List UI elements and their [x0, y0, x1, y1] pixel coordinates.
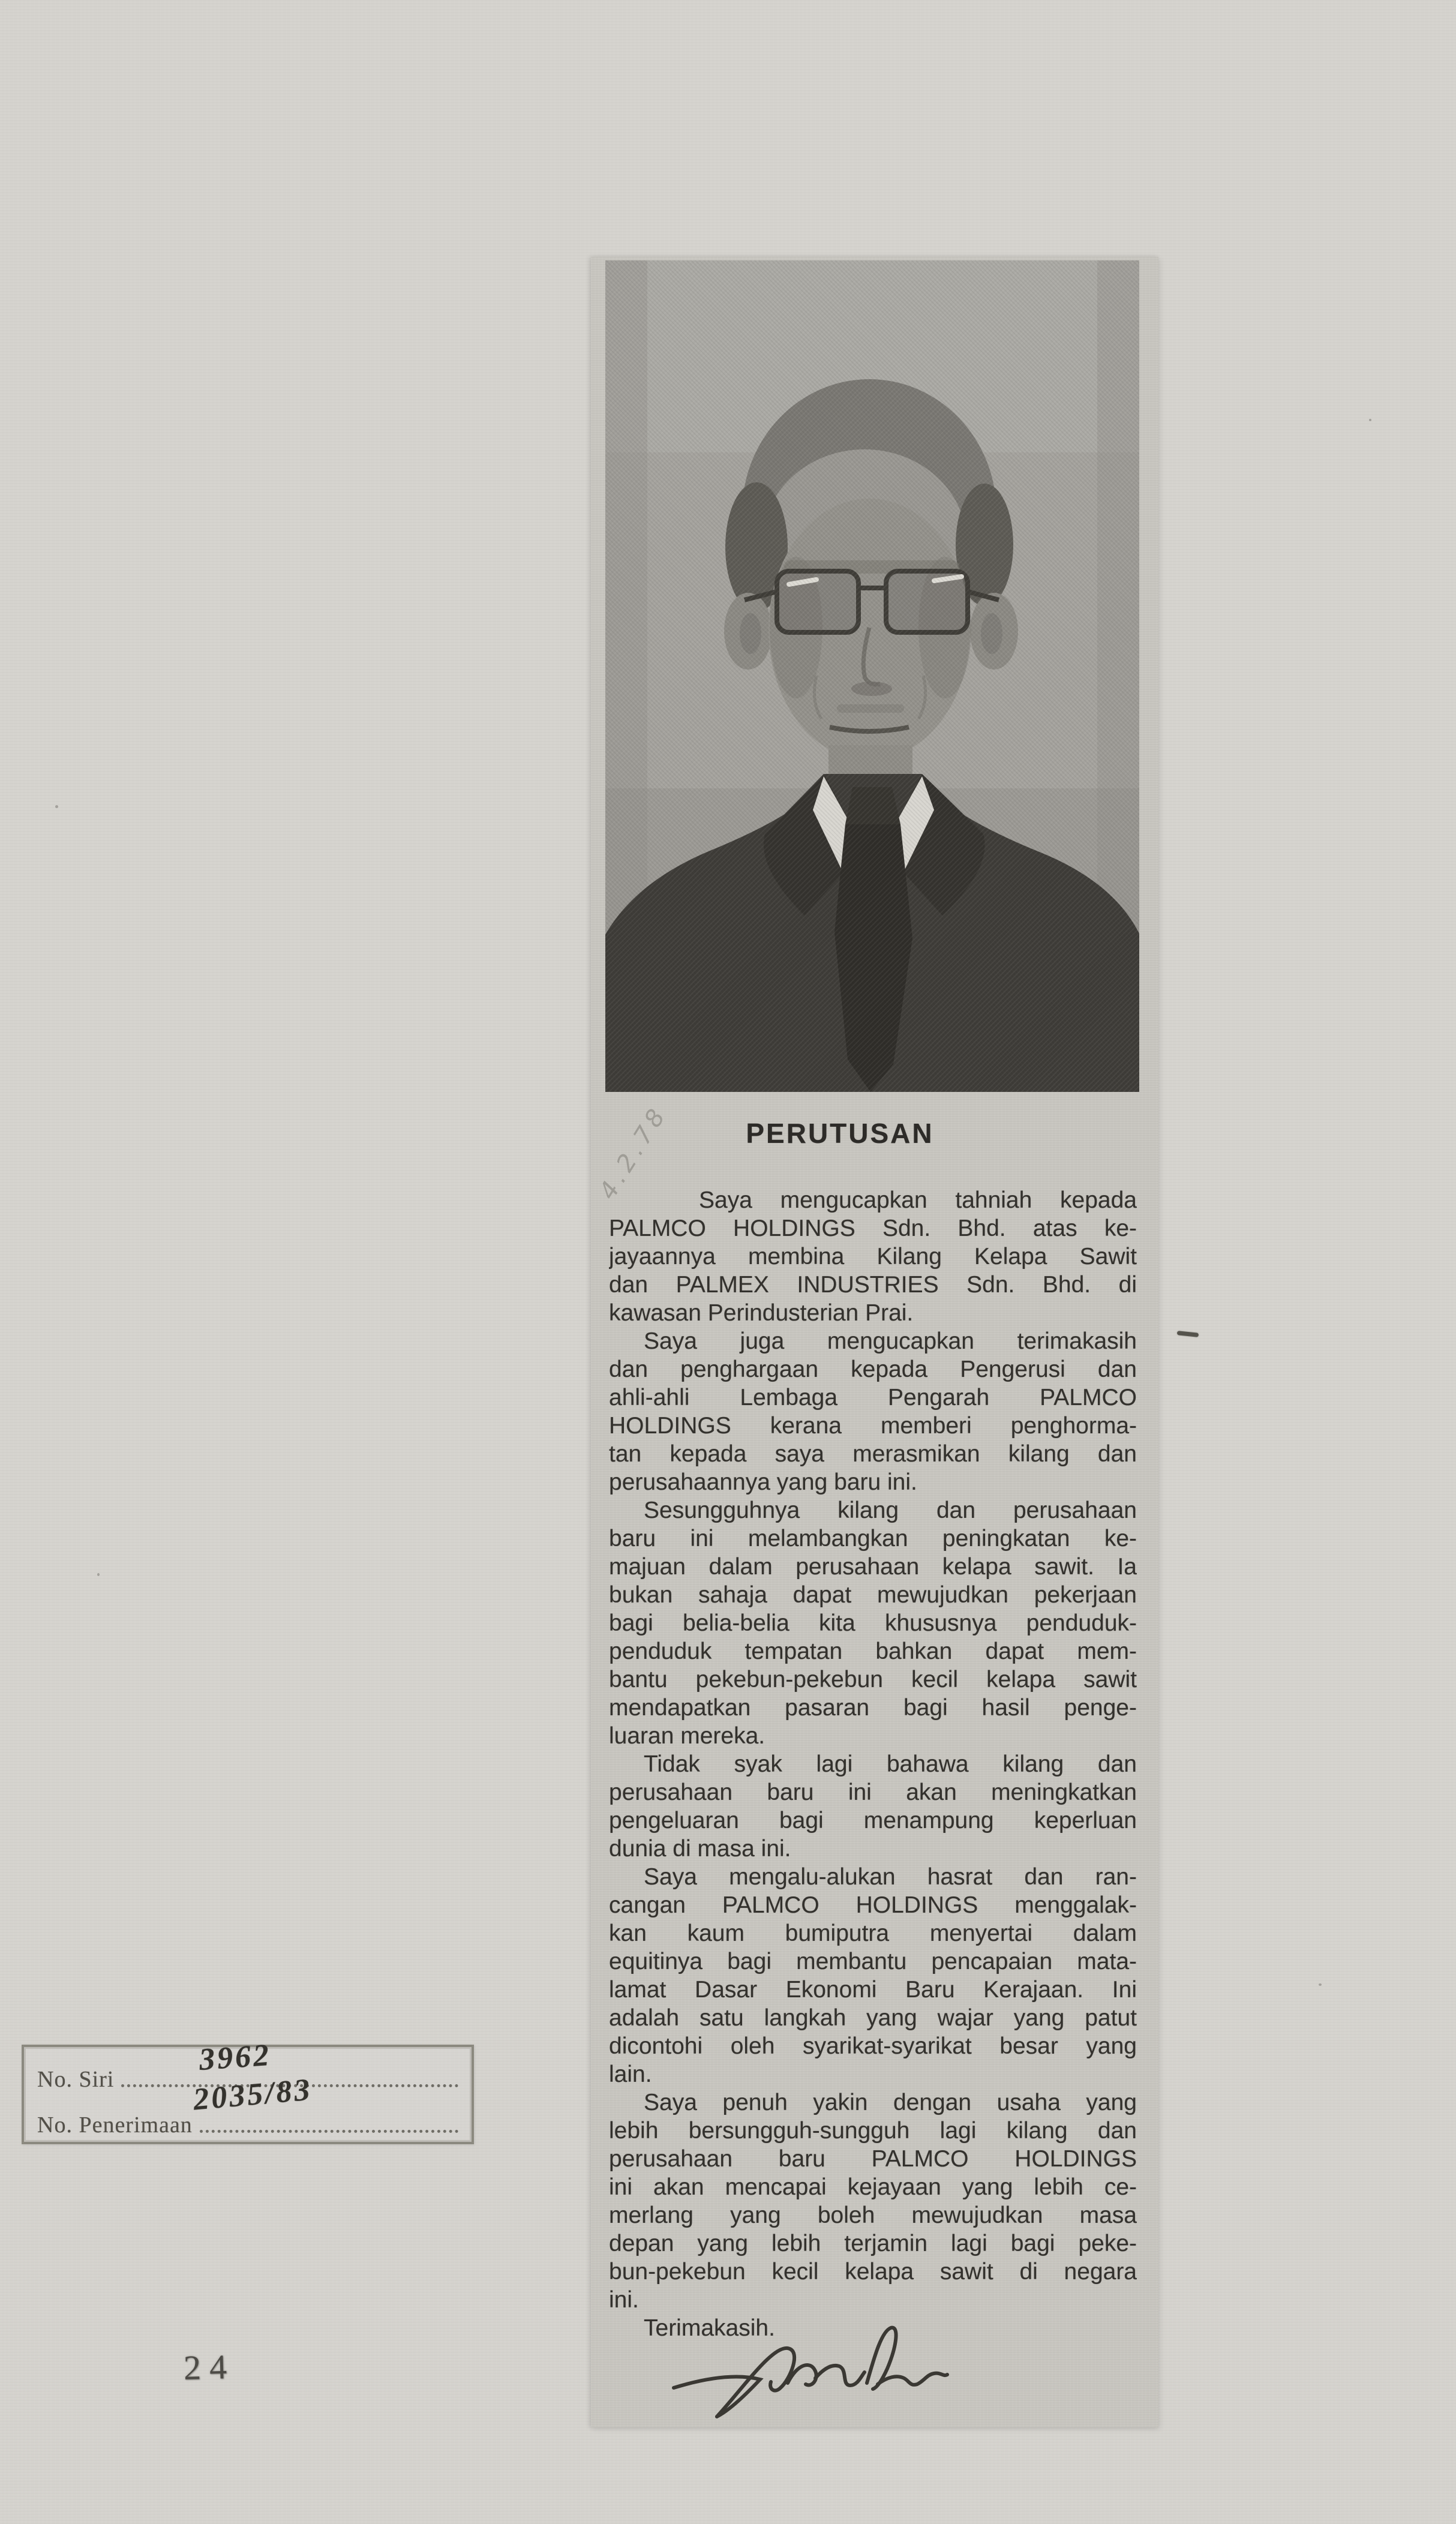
newspaper-clipping: [591, 257, 1158, 2427]
page-number-stamp: 24: [183, 2346, 236, 2388]
body-line: ini.: [609, 2287, 639, 2313]
body-line: dan PALMEX INDUSTRIES Sdn. Bhd. di: [609, 1272, 1137, 1298]
body-line: bukan sahaja dapat mewujudkan pekerjaan: [609, 1582, 1137, 1608]
body-line: lebih bersungguh-sungguh lagi kilang dan: [609, 2118, 1137, 2144]
article-title: PERUTUSAN: [746, 1118, 934, 1149]
body-line: PALMCO HOLDINGS Sdn. Bhd. atas ke-: [609, 1216, 1137, 1241]
paper-speck: [1319, 1983, 1322, 1986]
body-line: tan kepada saya merasmikan kilang dan: [609, 1441, 1137, 1467]
body-line: Tidak syak lagi bahawa kilang dan: [644, 1751, 1137, 1777]
body-line: cangan PALMCO HOLDINGS menggalak-: [609, 1892, 1137, 1918]
body-line: mendapatkan pasaran bagi hasil penge-: [609, 1695, 1137, 1721]
body-line: lamat Dasar Ekonomi Baru Kerajaan. Ini: [609, 1977, 1137, 2003]
body-line: perusahaan baru ini akan meningkatkan: [609, 1779, 1137, 1805]
pen-mark: [1177, 1331, 1199, 1337]
body-line: Saya penuh yakin dengan usaha yang: [644, 2090, 1137, 2115]
body-line: baru ini melambangkan peningkatan ke-: [609, 1526, 1137, 1551]
serial-label: No. Siri: [37, 2067, 115, 2092]
serial-value-handwritten: 3962: [198, 2037, 272, 2078]
body-line: equitinya bagi membantu pencapaian mata-: [609, 1949, 1137, 1974]
body-line: lain.: [609, 2061, 652, 2087]
body-line: Saya mengalu-alukan hasrat dan ran-: [644, 1864, 1137, 1890]
registration-stamp: [22, 2037, 474, 2144]
body-line: Sesungguhnya kilang dan perusahaan: [644, 1497, 1137, 1523]
body-line: luaran mereka.: [609, 1723, 765, 1749]
body-line: depan yang lebih terjamin lagi bagi peke-: [609, 2231, 1137, 2256]
body-line: HOLDINGS kerana memberi penghorma-: [609, 1413, 1137, 1439]
body-line: dunia di masa ini.: [609, 1836, 791, 1862]
body-line: dicontohi oleh syarikat-syarikat besar yang: [609, 2033, 1137, 2059]
dotted-leader: [200, 2129, 458, 2133]
body-line: bun-pekebun kecil kelapa sawit di negara: [609, 2259, 1137, 2285]
body-line: penduduk tempatan bahkan dapat mem-: [609, 1638, 1137, 1664]
receipt-label: No. Penerimaan: [37, 2112, 193, 2138]
body-line: bantu pekebun-pekebun kecil kelapa sawit: [609, 1667, 1137, 1692]
body-line: perusahaan baru PALMCO HOLDINGS: [609, 2146, 1137, 2172]
body-line: perusahaannya yang baru ini.: [609, 1469, 917, 1495]
signature: [669, 2321, 951, 2423]
body-line: jayaannya membina Kilang Kelapa Sawit: [609, 1244, 1137, 1269]
body-line: kawasan Perindusterian Prai.: [609, 1300, 914, 1326]
receipt-value-handwritten: 2035/83: [191, 2072, 314, 2117]
body-line: majuan dalam perusahaan kelapa sawit. Ia: [609, 1554, 1137, 1580]
body-line: ahli-ahli Lembaga Pengarah PALMCO: [609, 1385, 1137, 1410]
body-line: kan kaum bumiputra menyertai dalam: [609, 1920, 1137, 1946]
body-line: Saya mengucapkan tahniah kepada: [699, 1187, 1137, 1213]
paper-speck: [97, 1573, 100, 1576]
body-line: Terimakasih.: [644, 2315, 775, 2341]
body-line: ini akan mencapai kejayaan yang lebih ce-: [609, 2174, 1137, 2200]
body-line: dan penghargaan kepada Pengerusi dan: [609, 1356, 1137, 1382]
portrait-photo: [605, 260, 1139, 1092]
paper-speck: [55, 805, 58, 808]
pencil-note: 4.2.78: [594, 1100, 673, 1205]
body-line: merlang yang boleh mewujudkan masa: [609, 2202, 1137, 2228]
paper-speck: [1369, 419, 1371, 421]
body-line: adalah satu langkah yang wajar yang patut: [609, 2005, 1137, 2031]
body-line: bagi belia-belia kita khususnya penduduk-: [609, 1610, 1137, 1636]
portrait-illustration: [605, 260, 1139, 1092]
message-body: [609, 1186, 1137, 2342]
body-line: pengeluaran bagi menampung keperluan: [609, 1808, 1137, 1833]
body-line: Saya juga mengucapkan terimakasih: [644, 1328, 1137, 1354]
